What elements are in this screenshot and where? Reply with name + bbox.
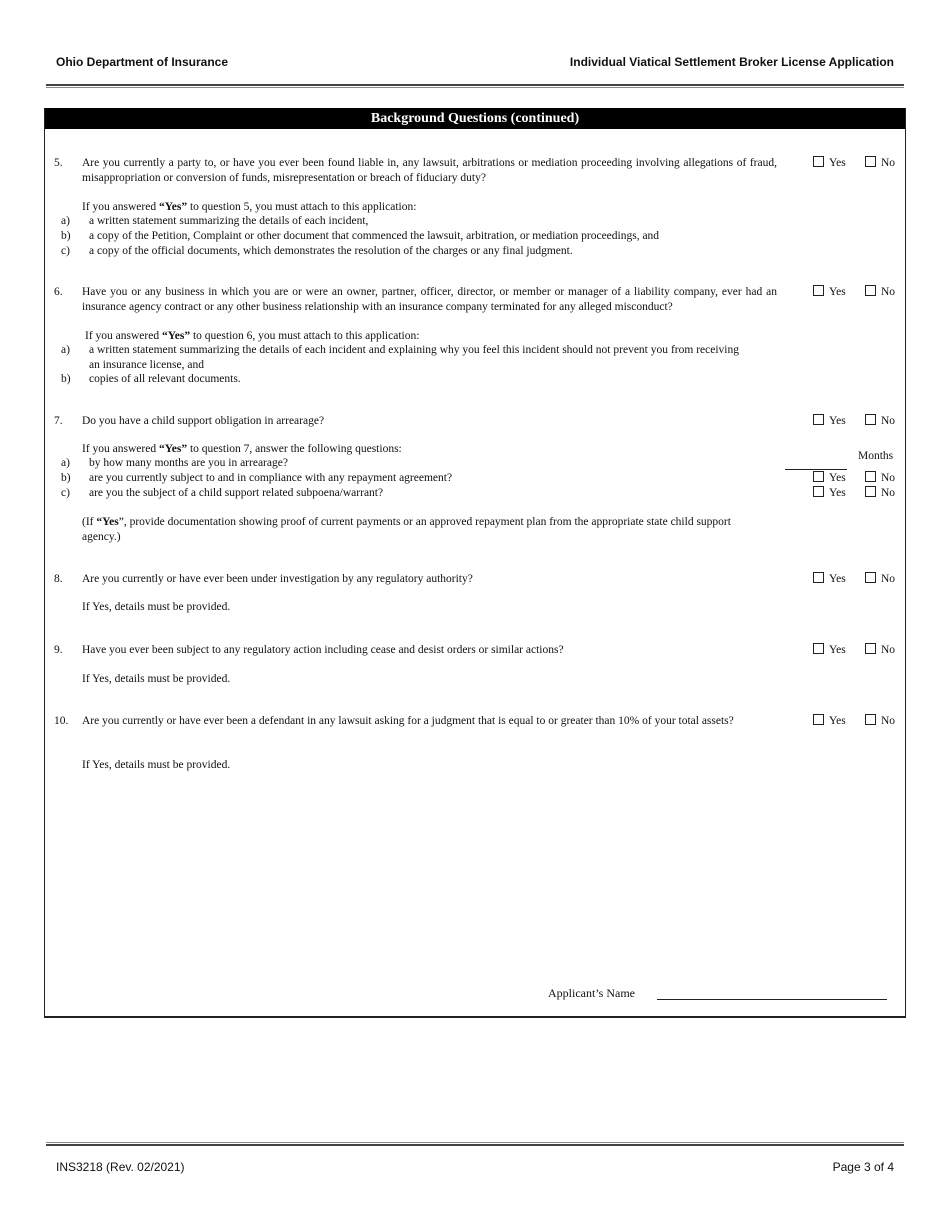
checkbox-icon — [813, 414, 824, 425]
checkbox-icon — [865, 486, 876, 497]
q10-no-checkbox[interactable]: No — [865, 714, 895, 729]
q7-no-checkbox[interactable]: No — [865, 414, 895, 429]
header-organization: Ohio Department of Insurance — [56, 55, 229, 69]
q7c-no-checkbox[interactable]: No — [865, 486, 895, 501]
question-number: 10. — [54, 715, 69, 727]
checkbox-icon — [813, 471, 824, 482]
question-text: Do you have a child support obligation in arrearage? — [82, 415, 325, 427]
q7b-no-checkbox[interactable]: No — [865, 471, 895, 486]
checkbox-icon — [865, 643, 876, 654]
q5-no-checkbox[interactable]: No — [865, 156, 895, 171]
question-number: 7. — [54, 415, 63, 427]
q5-yes-checkbox[interactable]: Yes — [813, 156, 846, 171]
header-form-title: Individual Viatical Settlement Broker License Application — [569, 55, 894, 69]
months-label: Months — [858, 450, 894, 462]
header-rule — [46, 84, 904, 88]
q7-instructions: If you answered “Yes” to question 7, answer the following questions: — [82, 443, 402, 455]
applicant-name-input[interactable] — [657, 999, 887, 1000]
question-number: 8. — [54, 573, 63, 585]
checkbox-icon — [865, 572, 876, 583]
applicant-name-label: Applicant’s Name — [548, 986, 635, 1000]
q7-yes-checkbox[interactable]: Yes — [813, 414, 846, 429]
footer-form-number: INS3218 (Rev. 02/2021) — [56, 1160, 185, 1174]
q6-no-checkbox[interactable]: No — [865, 285, 895, 300]
q7c-yes-checkbox[interactable]: Yes — [813, 486, 846, 501]
q7b-yes-checkbox[interactable]: Yes — [813, 471, 846, 486]
footer-page-number: Page 3 of 4 — [832, 1160, 894, 1174]
q8-yes-checkbox[interactable]: Yes — [813, 572, 846, 587]
checkbox-icon — [813, 572, 824, 583]
question-text: Have you ever been subject to any regulatory action including cease and desist orders or similar actions? — [82, 644, 564, 656]
question-text: Are you currently or have ever been a defendant in any lawsuit asking for a judgment that is equal to or greater than 10% of your total assets? — [82, 715, 734, 727]
checkbox-icon — [865, 285, 876, 296]
q10-yes-checkbox[interactable]: Yes — [813, 714, 846, 729]
q9-no-checkbox[interactable]: No — [865, 643, 895, 658]
q7-note: (If “Yes”, provide documentation showing proof of current payments or an approved repayment plan from the appropriate state child support agency.) — [82, 516, 731, 543]
checkbox-icon — [813, 643, 824, 654]
footer-rule — [46, 1142, 904, 1146]
question-text: Have you or any business in which you are or were an owner, partner, officer, director, or member or manager of a liability company, ever had an insurance agency contract or any other business relationship with an insurance company terminated for any alleged misconduct? — [82, 286, 777, 313]
q8-no-checkbox[interactable]: No — [865, 572, 895, 587]
q9-detail: If Yes, details must be provided. — [82, 673, 231, 685]
checkbox-icon — [865, 471, 876, 482]
q6-instructions: If you answered “Yes” to question 6, you must attach to this application: — [85, 330, 420, 342]
q7a-months-input[interactable] — [785, 456, 847, 470]
section-title: Background Questions (continued) — [45, 108, 905, 129]
question-text: Are you currently or have ever been under investigation by any regulatory authority? — [82, 573, 473, 585]
q8-detail: If Yes, details must be provided. — [82, 601, 231, 613]
checkbox-icon — [865, 156, 876, 167]
q5-instructions: If you answered “Yes” to question 5, you must attach to this application: — [82, 201, 417, 213]
question-text: Are you currently a party to, or have you ever been found liable in, any lawsuit, arbitrations or mediation proceeding involving allegations of fraud, misappropriation or conversion of funds, misrepresentation or breach of fiduciary duty? — [82, 157, 777, 184]
q10-detail: If Yes, details must be provided. — [82, 759, 231, 771]
question-number: 9. — [54, 644, 63, 656]
questions-box: Background Questions (continued) 5. Are you currently a party to, or have you ever been found liable in, any lawsuit, arbitrations or mediation proceeding involving allegations of fraud, misappropriation or conversion of funds, misrepresentation or breach of fiduciary duty? Yes No If you answered “Yes” to question 5, you must attach to this application: a) a written statement summarizing the details of each incident, b) a copy of the Petition, Complaint or other document that commenced the lawsuit, arbitration, or mediation proceedings, and c) a copy of the official documents, which demonstrates the resolution of the charges or any final judgment. 6. Have you or any business in which you are or were an owner, partner, officer, director, or member or manager of a liability company, ever had an insurance agency contract or any other business relationship with an insurance company terminated for any alleged misconduct? Yes No If you answered “Yes” to question 6, you must attach to this application: a) a written statement summarizing the details of each incident and explaining why you feel this incident should not prevent you from receiving an insurance license, and b) copies of all relevant documents. 7. Do you have a child support obligation in arrearage? Yes No If you answered “Yes” to question 7, answer the following questions: a) by how many months are you in arrearage? Months b) are you currently subject to and in compliance with any repayment agreement? Yes No c) are you the subject of a child support related subpoena/warrant? Yes No (If “Yes”, provide documentation showing proof of current payments or an approved repayment plan from the appropriate state child support agency.) 8. Are you currently or have ever been under investigation by any regulatory authority? Yes No If Yes, details must be provided. 9. Have you ever been subject to any regulatory action including cease and desist orders or similar actions? Yes No If Yes, details must be provided. 10. Are you currently or have ever been a defendant in any lawsuit asking for a judgment that is equal to or greater than 10% of your total assets? Yes No If Yes, details must be provided. Applicant’s Name — [44, 108, 906, 1018]
checkbox-icon — [813, 285, 824, 296]
question-number: 6. — [54, 286, 63, 298]
q9-yes-checkbox[interactable]: Yes — [813, 643, 846, 658]
checkbox-icon — [865, 714, 876, 725]
checkbox-icon — [813, 156, 824, 167]
question-number: 5. — [54, 157, 63, 169]
checkbox-icon — [813, 486, 824, 497]
checkbox-icon — [813, 714, 824, 725]
checkbox-icon — [865, 414, 876, 425]
q6-yes-checkbox[interactable]: Yes — [813, 285, 846, 300]
